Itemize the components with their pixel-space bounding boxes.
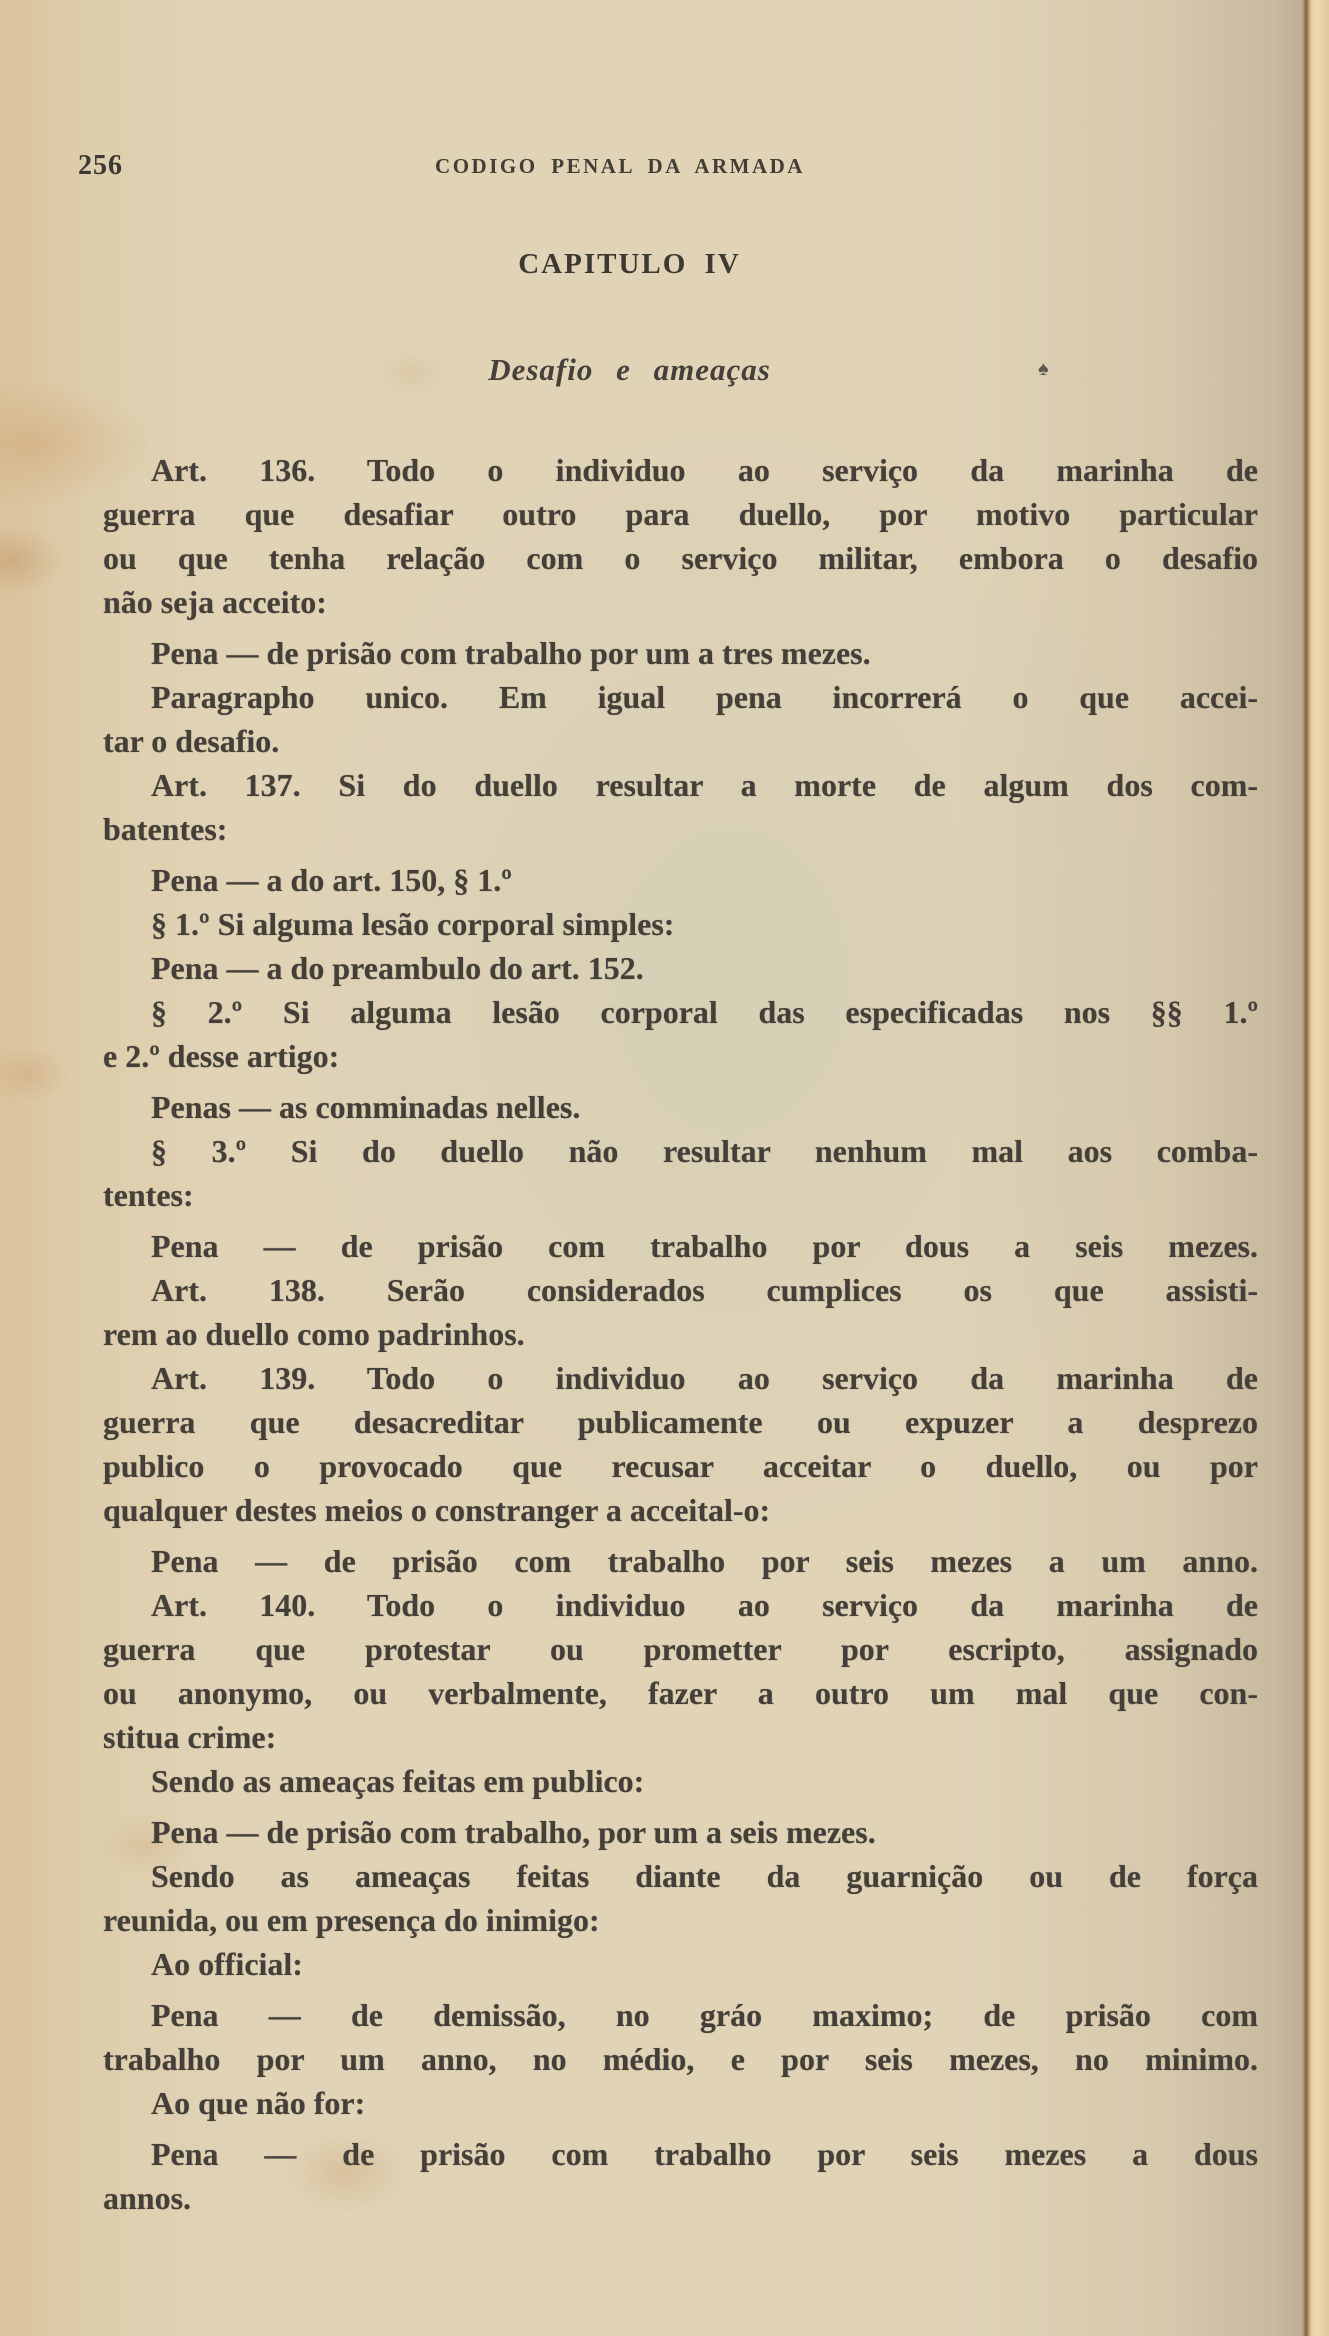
page-edge-crease — [1301, 0, 1329, 2336]
text-line: reunida, ou em presença do inimigo: — [103, 1902, 600, 1938]
text-line: Pena — de demissão, no gráo maximo; de prisão com — [151, 1997, 1258, 2033]
text-line: ou anonymo, ou verbalmente, fazer a outro um mal que con- — [103, 1675, 1258, 1711]
text-line: guerra que protestar ou prometter por escripto, assignado — [103, 1631, 1258, 1667]
text-line: batentes: — [103, 811, 228, 847]
text-line: ou que tenha relação com o serviço militar, embora o desafio — [103, 540, 1258, 576]
text-line: Pena — de prisão com trabalho por dous a seis mezes. — [151, 1228, 1258, 1264]
text-line: § 3.º Si do duello não resultar nenhum mal aos comba- — [151, 1133, 1258, 1169]
text-line: Pena — a do art. 150, § 1.º — [151, 862, 512, 898]
printers-mark-icon: ♠ — [1038, 358, 1049, 380]
text-line: Art. 137. Si do duello resultar a morte de algum dos com- — [151, 767, 1258, 803]
chapter-heading: CAPITULO IV — [518, 248, 741, 280]
text-line: Ao official: — [151, 1946, 303, 1982]
text-line: rem ao duello como padrinhos. — [103, 1316, 525, 1352]
text-line: Ao que não for: — [151, 2085, 366, 2121]
text-line: qualquer destes meios o constranger a acceital-o: — [103, 1492, 771, 1528]
text-line: Pena — a do preambulo do art. 152. — [151, 950, 644, 986]
page-number: 256 — [78, 150, 123, 181]
text-line: tentes: — [103, 1177, 194, 1213]
text-line: Pena — de prisão com trabalho por um a tres mezes. — [151, 635, 871, 671]
running-header: CODIGO PENAL DA ARMADA — [435, 154, 805, 178]
text-line: stitua crime: — [103, 1719, 277, 1755]
text-line: § 2.º Si alguma lesão corporal das especificadas nos §§ 1.º — [151, 994, 1258, 1030]
text-line: Pena — de prisão com trabalho por seis mezes a dous — [151, 2136, 1258, 2172]
text-line: Art. 138. Serão considerados cumplices os que assisti- — [151, 1272, 1258, 1308]
page-header — [0, 150, 1300, 190]
text-line: Art. 140. Todo o individuo ao serviço da marinha de — [151, 1587, 1258, 1623]
text-line: Penas — as comminadas nelles. — [151, 1089, 581, 1125]
text-line: annos. — [103, 2180, 192, 2216]
text-line: Pena — de prisão com trabalho, por um a seis mezes. — [151, 1814, 876, 1850]
text-line: publico o provocado que recusar acceitar o duello, ou por — [103, 1448, 1258, 1484]
text-line: e 2.º desse artigo: — [103, 1038, 340, 1074]
section-subtitle: Desafio e ameaças — [488, 352, 771, 387]
text-line: Art. 139. Todo o individuo ao serviço da marinha de — [151, 1360, 1258, 1396]
text-line: § 1.º Si alguma lesão corporal simples: — [151, 906, 675, 942]
body-text — [103, 448, 1258, 2220]
text-line: tar o desafio. — [103, 723, 280, 759]
text-line: Art. 136. Todo o individuo ao serviço da marinha de — [151, 452, 1258, 488]
text-line: guerra que desacreditar publicamente ou expuzer a desprezo — [103, 1404, 1258, 1440]
text-line: Sendo as ameaças feitas em publico: — [151, 1763, 645, 1799]
text-line: Pena — de prisão com trabalho por seis mezes a um anno. — [151, 1543, 1258, 1579]
text-line: não seja acceito: — [103, 584, 327, 620]
text-line: trabalho por um anno, no médio, e por seis mezes, no minimo. — [103, 2041, 1258, 2077]
text-line: Paragrapho unico. Em igual pena incorrerá o que accei- — [151, 679, 1258, 715]
text-line: Sendo as ameaças feitas diante da guarnição ou de força — [151, 1858, 1258, 1894]
text-line: guerra que desafiar outro para duello, por motivo particular — [103, 496, 1258, 532]
